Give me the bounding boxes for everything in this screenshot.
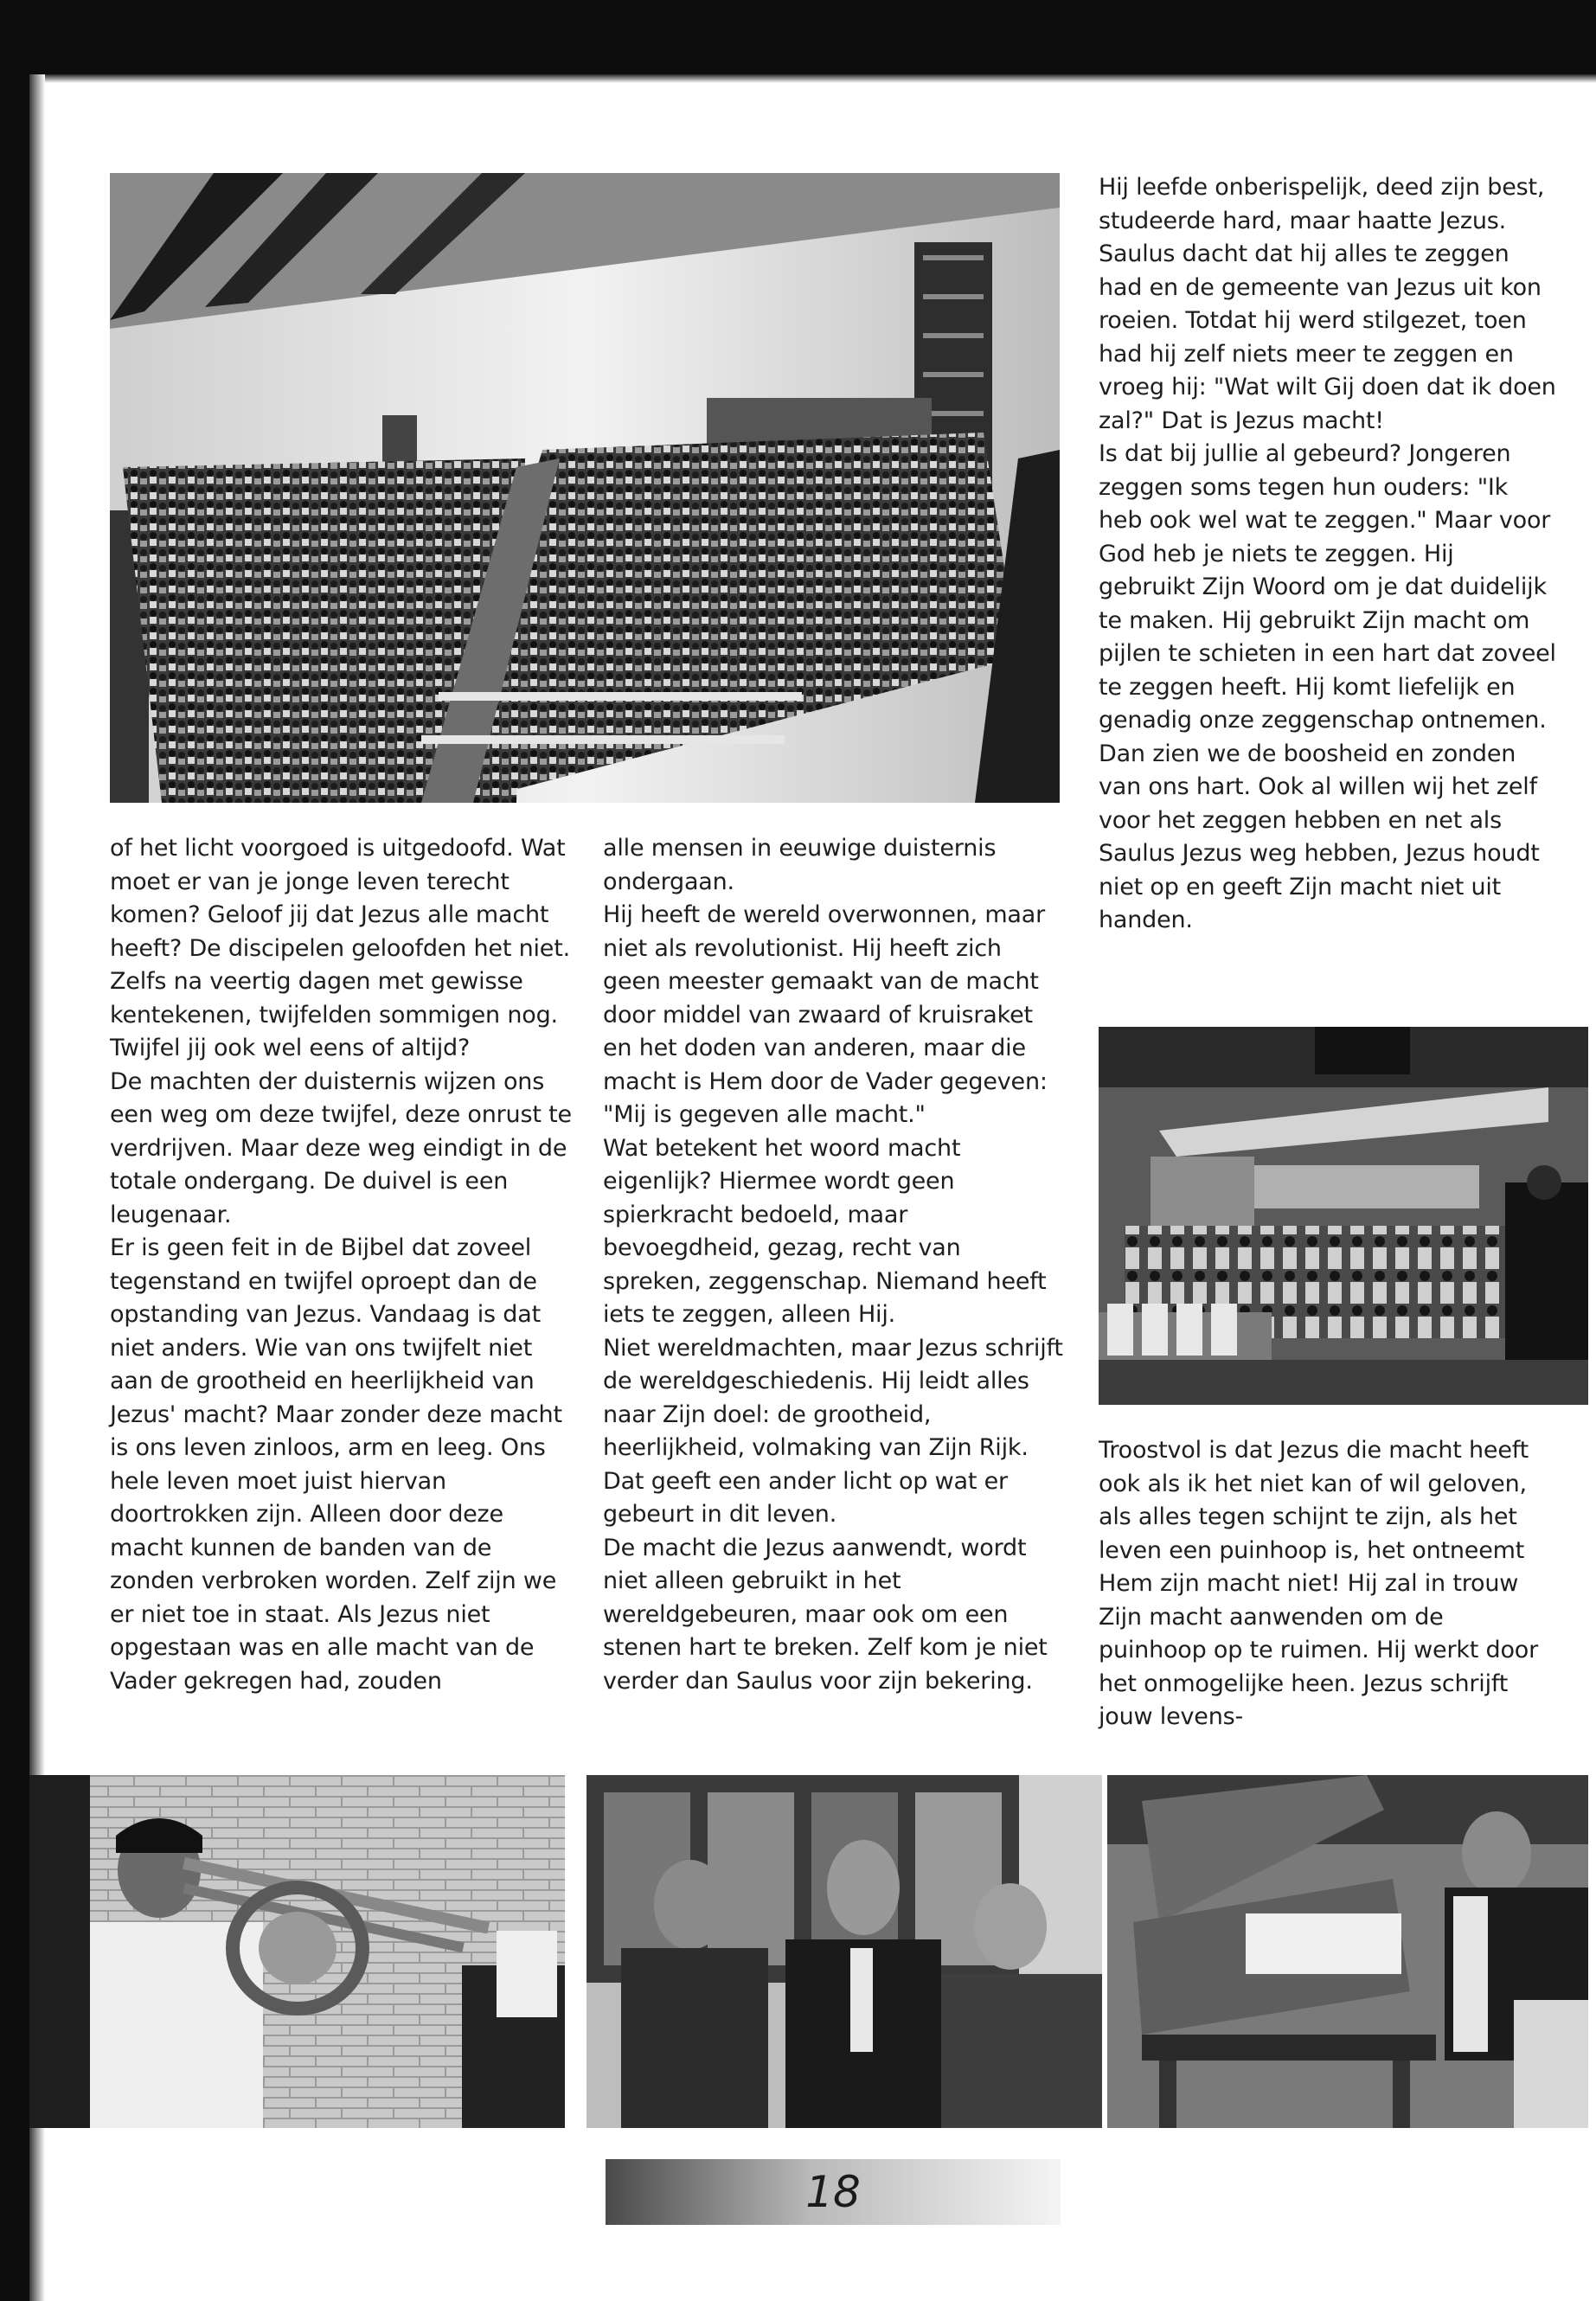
paragraph: alle mensen in eeuwige duisternis ondergaan. [603,835,997,895]
page-number: 18 [805,2167,861,2217]
paragraph: De macht die Jezus aanwendt, wordt niet alleen gebruikt in het wereldgebeuren, maar ook om een stenen hart te breken. Zelf kom je niet verder dan Saulus voor zijn bekering. [603,1534,1048,1695]
paragraph: Er is geen feit in de Bijbel dat zoveel tegenstand en twijfel oproept dan de opstanding van Jezus. Vandaag is dat niet anders. Wie van ons twijfelt niet aan de grootheid en heerlijkheid van Jezus' macht? Maar zonder deze macht is ons leven zinloos, arm en leeg. Ons hele leven moet juist hiervan doortrokken zijn. Alleen door deze macht kunnen de banden van de zonden verbroken worden. Zelf zijn we er niet toe in staat. Als Jezus niet opgestaan was en alle macht van de Vader gekregen had, zouden [110,1234,562,1695]
article-column-2 [603,832,1066,1698]
scan-edge-left [0,0,29,2301]
scan-edge-top [0,0,1596,74]
paragraph: De machten der duisternis wijzen ons een weg om deze twijfel, deze onrust te verdrijven. Maar deze weg eindigt in de totale ondergang. De duivel is een leugenaar. [110,1067,572,1228]
paragraph: of het licht voorgoed is uitgedoofd. Wat moet er van je jonge leven terecht komen? Geloof jij dat Jezus alle macht heeft? De discipelen geloofden het niet. Zelfs na veertig dagen met gewisse kentekenen, twijfelden sommigen nog. Twijfel jij ook wel eens of altijd? [110,835,570,1061]
article-column-3-bottom [1099,1434,1557,1734]
photo-three-men [586,1775,1102,2128]
photo-choir [1099,1027,1588,1405]
article-column-3-top [1099,171,1557,938]
photo-pianist [1107,1775,1588,2128]
photo-trombone-player [29,1775,565,2128]
scan-edge-top-shade [0,74,1596,83]
paragraph: Is dat bij jullie al gebeurd? Jongeren zeggen soms tegen hun ouders: "Ik heb ook wel wat te zeggen." Maar voor God heb je niets te zeggen. Hij gebruikt Zijn Woord om je dat duidelijk te maken. Hij gebruikt Zijn macht om pijlen te schieten in een hart dat zoveel te zeggen heeft. Hij komt liefelijk en genadig onze zeggenschap ontnemen. Dan zien we de boosheid en zonden van ons hart. Ook al willen wij het zelf voor het zeggen hebben en net als Saulus Jezus weg hebben, Jezus houdt niet op en geeft Zijn macht niet uit handen. [1099,440,1556,933]
photo-congregation [110,173,1060,803]
article-column-1 [110,832,573,1698]
paragraph: Hij leefde onberispelijk, deed zijn best, studeerde hard, maar haatte Jezus. Saulus dacht dat hij alles te zeggen had en de gemeente van Jezus uit kon roeien. Totdat hij werd stilgezet, toen had hij zelf niets meer te zeggen en vroeg hij: "Wat wilt Gij doen dat ik doen zal?" Dat is Jezus macht! [1099,174,1556,434]
paragraph: Troostvol is dat Jezus die macht heeft ook als ik het niet kan of wil geloven, als alles tegen schijnt te zijn, als het leven een puinhoop is, het ontneemt Hem zijn macht niet! Hij zal in trouw Zijn macht aanwenden om de puinhoop op te ruimen. Hij werkt door het onmogelijke heen. Jezus schrijft jouw levens- [1099,1437,1539,1730]
paragraph: Niet wereldmachten, maar Jezus schrijft de wereldgeschiedenis. Hij leidt alles naar Zijn doel: de grootheid, heerlijkheid, volmaking van Zijn Rijk. Dat geeft een ander licht op wat er gebeurt in dit leven. [603,1334,1063,1528]
paragraph: Hij heeft de wereld overwonnen, maar niet als revolutionist. Hij heeft zich geen meester gemaakt van de macht door middel van zwaard of kruisraket en het doden van anderen, maar die macht is Hem door de Vader gegeven: "Mij is gegeven alle macht." [603,901,1048,1128]
paragraph: Wat betekent het woord macht eigenlijk? Hiermee wordt geen spierkracht bedoeld, maar bevoegdheid, gezag, recht van spreken, zeggenschap. Niemand heeft iets te zeggen, alleen Hij. [603,1134,1047,1328]
